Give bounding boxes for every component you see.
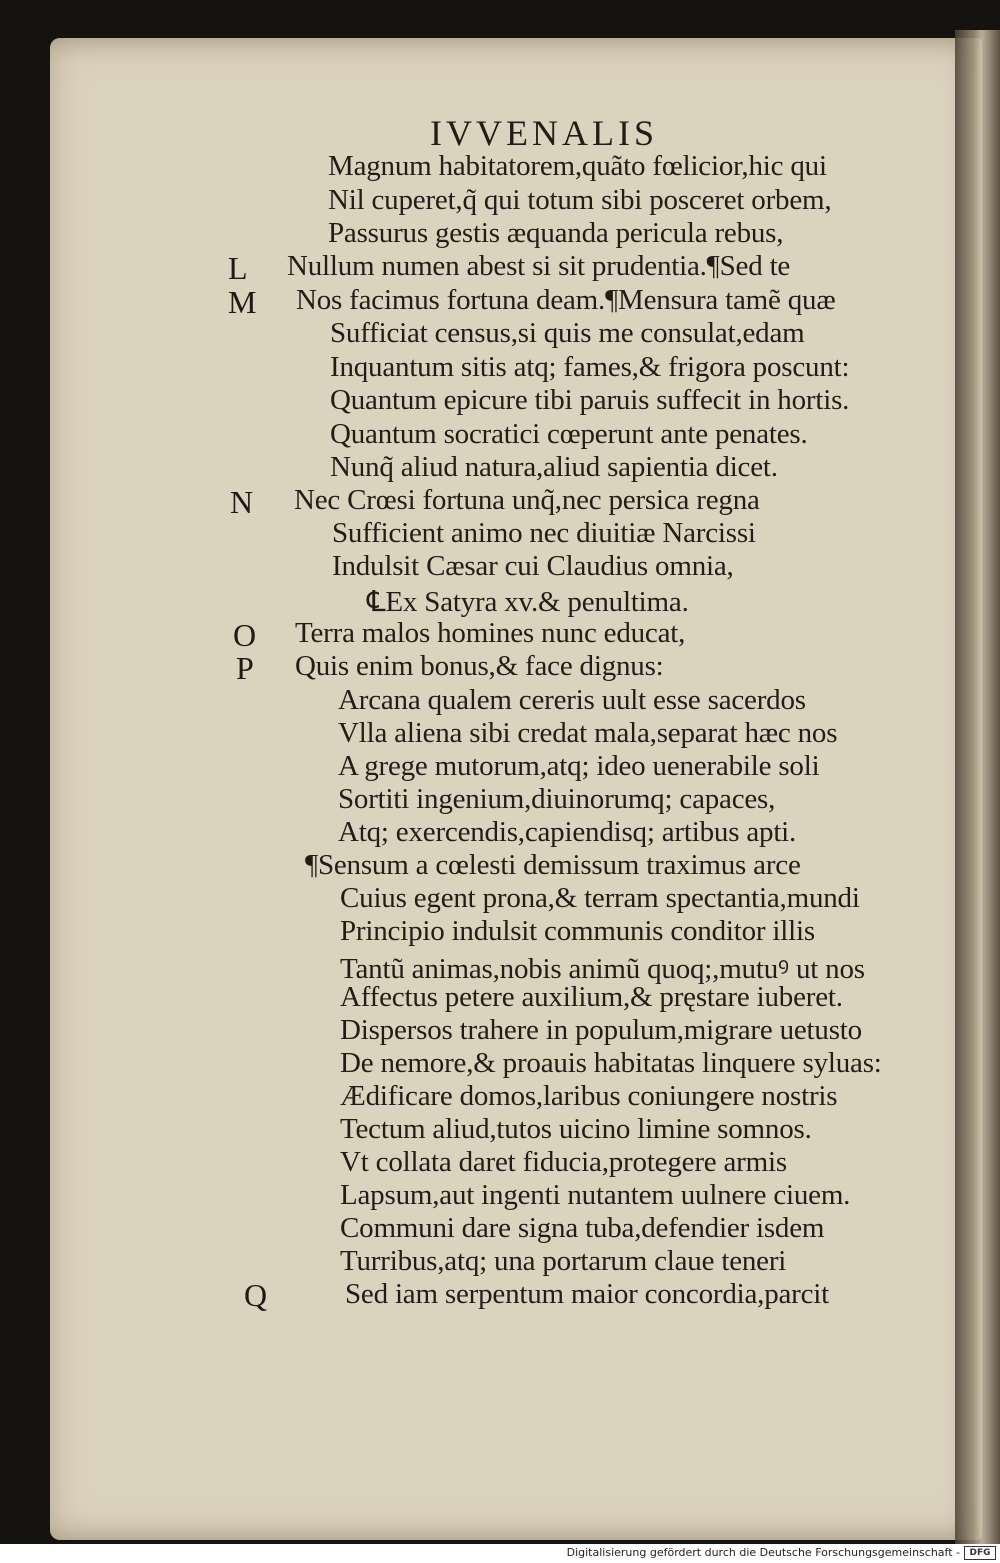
verse-line: Sufficient animo nec diuitiæ Narcissi <box>332 517 756 549</box>
running-head: IVVENALIS <box>430 113 658 153</box>
verse-line: Communi dare signa tuba,defendier isdem <box>340 1212 825 1244</box>
verse-line: Atq; exercendis,capiendisq; artibus apti. <box>338 816 797 848</box>
verse-line: Vlla aliena sibi credat mala,separat hæc nos <box>338 717 838 749</box>
verse-line: Nunq̃ aliud natura,aliud sapientia dicet. <box>330 451 778 483</box>
verse-line: Cuius egent prona,& terram spectantia,mundi <box>340 882 860 914</box>
verse-line: Sed iam serpentum maior concordia,parcit <box>345 1278 830 1310</box>
page-gutter <box>955 30 1000 1550</box>
verse-line: Quantum socratici cœperunt ante penates. <box>330 418 808 450</box>
verse-line: A grege mutorum,atq; ideo uenerabile soli <box>338 750 820 782</box>
verse-line: De nemore,& proauis habitatas linquere syluas: <box>340 1047 882 1079</box>
margin-marker-Q: Q <box>244 1277 268 1313</box>
verse-line: Quantum epicure tibi paruis suffecit in hortis. <box>330 384 850 416</box>
verse-line: Quis enim bonus,& face dignus: <box>295 650 664 682</box>
verse-line: Indulsit Cæsar cui Claudius omnia, <box>332 550 734 582</box>
margin-marker-L: L <box>228 250 248 286</box>
verse-line: Tantũ animas,nobis animũ quoq;,mutuꝰ ut nos <box>340 953 865 985</box>
digitization-credit: Digitalisierung gefördert durch die Deutsche Forschungsgemeinschaft - <box>566 1546 960 1559</box>
margin-marker-P: P <box>236 650 254 686</box>
verse-line: Magnum habitatorem,quãto fœlicior,hic qui <box>328 150 827 182</box>
verse-line: Ædificare domos,laribus coniungere nostris <box>340 1080 838 1112</box>
verse-line: Sortiti ingenium,diuinorumq; capaces, <box>338 783 776 815</box>
verse-line: Nullum numen abest si sit prudentia.¶Sed te <box>287 250 791 282</box>
verse-line: Vt collata daret fiducia,protegere armis <box>340 1146 787 1178</box>
verse-line: Nec Crœsi fortuna unq̃,nec persica regna <box>294 484 760 516</box>
verse-line: ¶Sensum a cœlesti demissum traximus arce <box>305 849 801 881</box>
verse-line: Sufficiat census,si quis me consulat,edam <box>330 317 805 349</box>
dfg-logo: DFG <box>964 1546 996 1560</box>
margin-marker-M: M <box>228 284 257 320</box>
verse-line: Turribus,atq; una portarum claue teneri <box>340 1245 787 1277</box>
margin-marker-O: O <box>233 617 257 653</box>
verse-line: Tectum aliud,tutos uicino limine somnos. <box>340 1113 812 1145</box>
verse-line: Passurus gestis æquanda pericula rebus, <box>328 217 784 249</box>
margin-marker-N: N <box>230 484 254 520</box>
verse-line: Principio indulsit communis conditor illis <box>340 915 815 947</box>
verse-line: Nil cuperet,q̃ qui totum sibi posceret orbem, <box>328 184 832 216</box>
verse-line: Dispersos trahere in populum,migrare uetusto <box>340 1014 862 1046</box>
verse-line: Nos facimus fortuna deam.¶Mensura tamẽ quæ <box>296 284 836 316</box>
verse-line: Arcana qualem cereris uult esse sacerdos <box>338 684 806 716</box>
verse-line: Inquantum sitis atq; fames,& frigora poscunt: <box>330 351 850 383</box>
verse-line: Terra malos homines nunc educat, <box>295 617 686 649</box>
verse-line: Lapsum,aut ingenti nutantem uulnere ciuem. <box>340 1179 851 1211</box>
section-heading: ℄Ex Satyra xv.& penultima. <box>367 586 689 618</box>
verse-line: Affectus petere auxilium,& pręstare iuberet. <box>340 981 843 1013</box>
